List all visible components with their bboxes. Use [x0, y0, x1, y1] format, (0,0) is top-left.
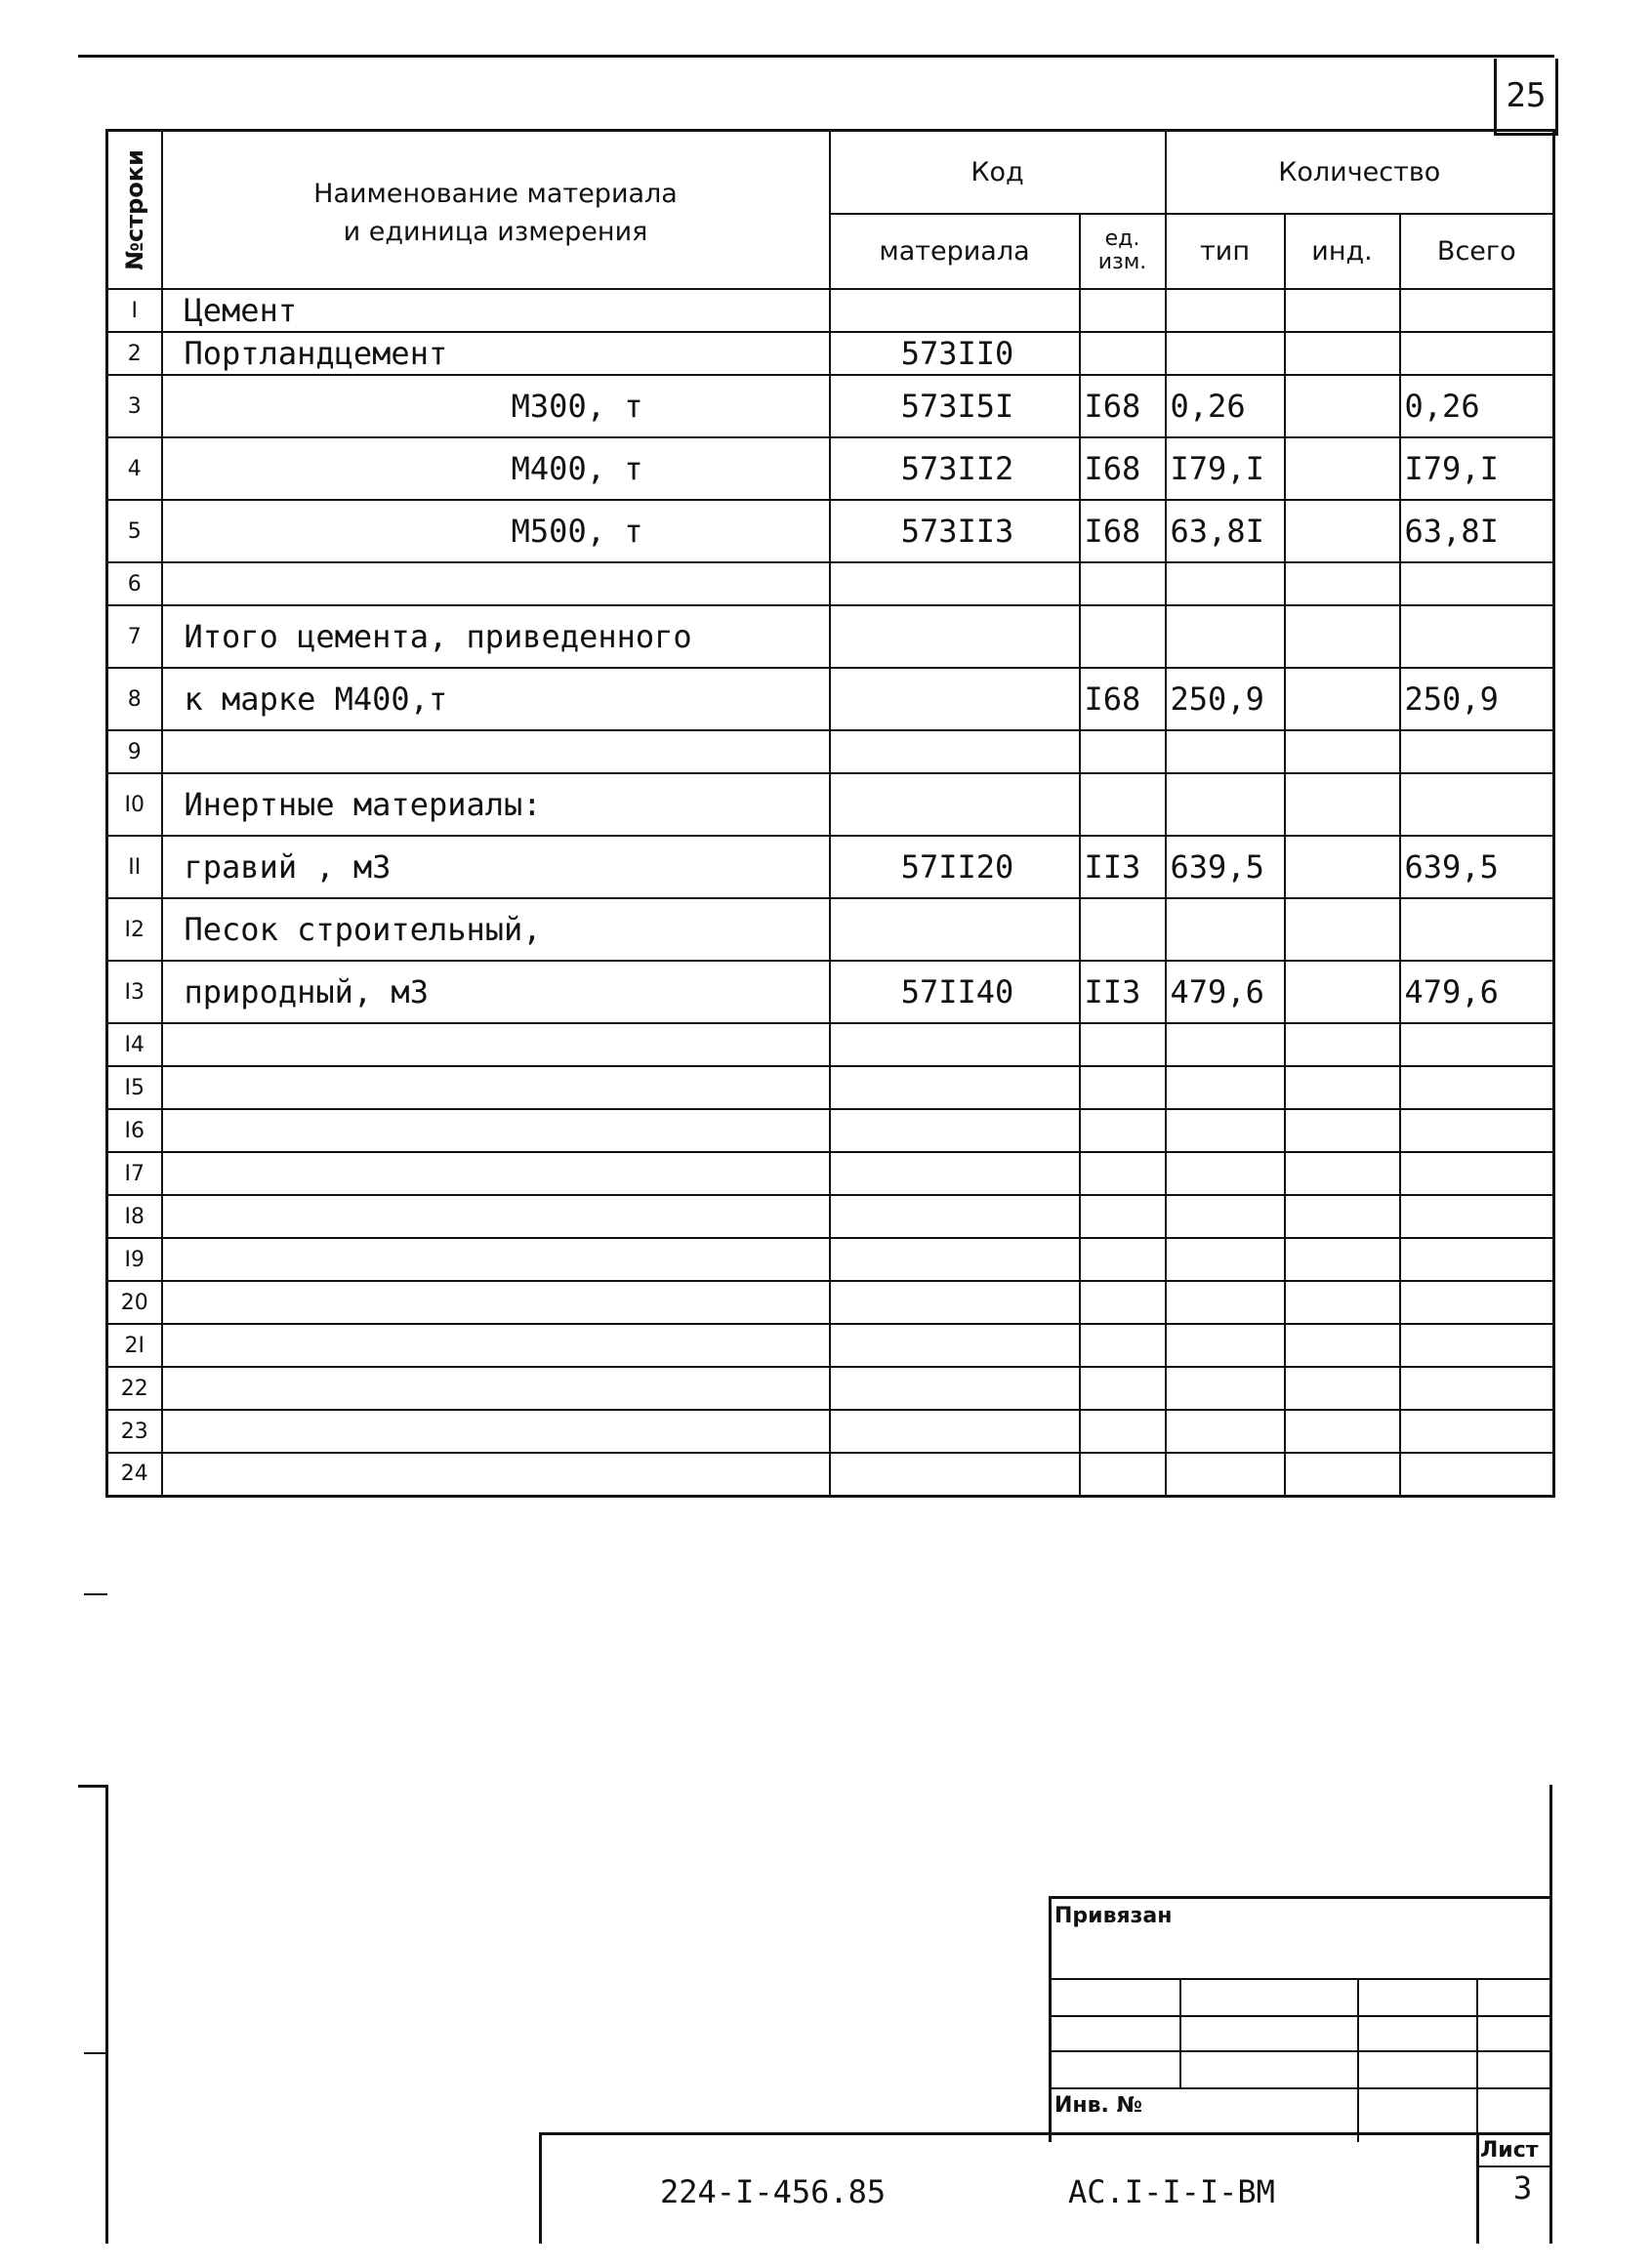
table-row — [107, 289, 1554, 332]
qty-ind-cell — [1285, 1066, 1400, 1109]
material-name-cell — [162, 1066, 830, 1109]
header-qty-total: Всего — [1400, 214, 1554, 289]
qty-type-cell — [1166, 605, 1285, 668]
unit-code-cell: II3 — [1080, 961, 1166, 1023]
unit-code-cell — [1080, 332, 1166, 375]
qty-total-cell — [1400, 1109, 1554, 1152]
qty-type-cell — [1166, 773, 1285, 836]
unit-code-cell — [1080, 1023, 1166, 1066]
qty-type-cell: 250,9 — [1166, 668, 1285, 730]
qty-ind-cell — [1285, 773, 1400, 836]
qty-type-cell: 0,26 — [1166, 375, 1285, 437]
unit-code-cell — [1080, 773, 1166, 836]
header-qty-ind: инд. — [1285, 214, 1400, 289]
inv-label: Инв. № — [1054, 2093, 1143, 2118]
table-row — [107, 1023, 1554, 1066]
unit-code-cell — [1080, 1066, 1166, 1109]
qty-total-cell — [1400, 332, 1554, 375]
qty-ind-cell — [1285, 289, 1400, 332]
table-row — [107, 437, 1554, 500]
unit-code-cell — [1080, 605, 1166, 668]
material-name-cell: М400, т — [162, 437, 830, 500]
qty-total-cell: 479,6 — [1400, 961, 1554, 1023]
qty-total-cell — [1400, 1367, 1554, 1410]
qty-total-cell — [1400, 1453, 1554, 1496]
table-row — [107, 730, 1554, 773]
qty-ind-cell — [1285, 500, 1400, 562]
unit-code-cell — [1080, 1281, 1166, 1324]
qty-type-cell: 479,6 — [1166, 961, 1285, 1023]
row-number-cell: I3 — [107, 961, 162, 1023]
material-name-cell: М300, т — [162, 375, 830, 437]
qty-total-cell — [1400, 730, 1554, 773]
material-name-cell: к марке М400,т — [162, 668, 830, 730]
sheet-number: 3 — [1513, 2169, 1533, 2206]
row-number-cell: 6 — [107, 562, 162, 605]
qty-ind-cell — [1285, 1367, 1400, 1410]
row-number-cell: I4 — [107, 1023, 162, 1066]
row-number-cell: 23 — [107, 1410, 162, 1453]
row-number-cell: I0 — [107, 773, 162, 836]
qty-ind-cell — [1285, 1152, 1400, 1195]
top-rule — [78, 55, 1554, 58]
qty-total-cell: 0,26 — [1400, 375, 1554, 437]
table-row — [107, 961, 1554, 1023]
header-code: Код — [830, 131, 1166, 214]
material-code-cell — [830, 1109, 1080, 1152]
qty-total-cell — [1400, 1238, 1554, 1281]
table-row — [107, 836, 1554, 898]
material-name-cell: Инертные материалы: — [162, 773, 830, 836]
qty-type-cell — [1166, 1195, 1285, 1238]
table-row — [107, 1410, 1554, 1453]
qty-ind-cell — [1285, 836, 1400, 898]
material-name-cell — [162, 1195, 830, 1238]
qty-total-cell — [1400, 1324, 1554, 1367]
row-number-cell: I8 — [107, 1195, 162, 1238]
unit-code-cell: I68 — [1080, 668, 1166, 730]
qty-total-cell — [1400, 289, 1554, 332]
material-name-cell — [162, 1410, 830, 1453]
row-number-cell: 2 — [107, 332, 162, 375]
table-row — [107, 375, 1554, 437]
header-row-no: №строки — [107, 131, 162, 290]
material-name-cell — [162, 730, 830, 773]
table-row — [107, 500, 1554, 562]
qty-type-cell: 639,5 — [1166, 836, 1285, 898]
material-code-cell — [830, 1281, 1080, 1324]
material-code-cell — [830, 605, 1080, 668]
material-code-cell — [830, 289, 1080, 332]
qty-type-cell — [1166, 1453, 1285, 1496]
row-number-cell: II — [107, 836, 162, 898]
material-code-cell: 573II0 — [830, 332, 1080, 375]
material-code-cell — [830, 773, 1080, 836]
material-code-cell — [830, 1410, 1080, 1453]
unit-code-cell — [1080, 1367, 1166, 1410]
qty-type-cell: I79,I — [1166, 437, 1285, 500]
row-number-cell: 24 — [107, 1453, 162, 1496]
material-code-cell — [830, 1195, 1080, 1238]
row-number-cell: 5 — [107, 500, 162, 562]
qty-type-cell — [1166, 332, 1285, 375]
material-name-cell — [162, 1238, 830, 1281]
stamp-top — [1049, 1896, 1552, 1899]
title-strip-left — [539, 2132, 542, 2244]
material-code-cell: 57II40 — [830, 961, 1080, 1023]
table-row — [107, 1238, 1554, 1281]
row-number-cell: 7 — [107, 605, 162, 668]
qty-ind-cell — [1285, 1238, 1400, 1281]
unit-code-cell — [1080, 562, 1166, 605]
header-row-top — [107, 131, 1554, 214]
qty-total-cell — [1400, 1023, 1554, 1066]
qty-type-cell — [1166, 1152, 1285, 1195]
qty-total-cell — [1400, 898, 1554, 961]
table-row — [107, 898, 1554, 961]
unit-code-cell — [1080, 1152, 1166, 1195]
qty-ind-cell — [1285, 1410, 1400, 1453]
unit-code-cell — [1080, 289, 1166, 332]
header-code-material: материала — [830, 214, 1080, 289]
material-code-cell — [830, 1367, 1080, 1410]
row-number-cell: I7 — [107, 1152, 162, 1195]
material-code-cell — [830, 1152, 1080, 1195]
row-number-cell: 20 — [107, 1281, 162, 1324]
material-name-cell — [162, 1023, 830, 1066]
material-code-cell — [830, 562, 1080, 605]
unit-code-cell: II3 — [1080, 836, 1166, 898]
qty-ind-cell — [1285, 605, 1400, 668]
margin-tick — [84, 1593, 107, 1595]
qty-type-cell: 63,8I — [1166, 500, 1285, 562]
qty-ind-cell — [1285, 961, 1400, 1023]
material-code-cell — [830, 730, 1080, 773]
qty-ind-cell — [1285, 1195, 1400, 1238]
header-name: Наименование материала и единица измерения — [162, 131, 830, 290]
material-name-cell — [162, 1453, 830, 1496]
header-code-unit: ед. изм. — [1080, 214, 1166, 289]
table-row — [107, 1195, 1554, 1238]
material-code-cell: 573II2 — [830, 437, 1080, 500]
table-row — [107, 1109, 1554, 1152]
material-name-cell — [162, 1281, 830, 1324]
materials-table — [105, 129, 1555, 1498]
qty-total-cell — [1400, 1195, 1554, 1238]
frame-left — [105, 1785, 108, 2244]
row-number-cell: 2I — [107, 1324, 162, 1367]
qty-type-cell — [1166, 289, 1285, 332]
qty-ind-cell — [1285, 898, 1400, 961]
row-number-cell: I5 — [107, 1066, 162, 1109]
qty-ind-cell — [1285, 1324, 1400, 1367]
qty-type-cell — [1166, 1023, 1285, 1066]
doc-number: 224-I-456.85 — [660, 2173, 887, 2210]
material-name-cell: гравий , м3 — [162, 836, 830, 898]
page-number: 25 — [1494, 59, 1558, 136]
table-row — [107, 668, 1554, 730]
material-name-cell: Песок строительный, — [162, 898, 830, 961]
stamp-vline — [1357, 1978, 1359, 2142]
table-bottom-rule — [78, 1785, 107, 1788]
unit-code-cell: I68 — [1080, 500, 1166, 562]
sheet-label: Лист — [1480, 2138, 1539, 2163]
qty-total-cell — [1400, 605, 1554, 668]
qty-ind-cell — [1285, 1281, 1400, 1324]
qty-type-cell — [1166, 1410, 1285, 1453]
material-name-cell — [162, 1367, 830, 1410]
material-name-cell: Цемент — [162, 289, 830, 332]
row-number-cell: I6 — [107, 1109, 162, 1152]
material-code-cell — [830, 1066, 1080, 1109]
qty-type-cell — [1166, 898, 1285, 961]
sheet-cell-left — [1476, 2132, 1479, 2244]
material-name-cell: природный, м3 — [162, 961, 830, 1023]
header-quantity: Количество — [1166, 131, 1554, 214]
frame-right — [1549, 1785, 1552, 2244]
row-number-cell: 4 — [107, 437, 162, 500]
qty-ind-cell — [1285, 1453, 1400, 1496]
material-code-cell — [830, 1453, 1080, 1496]
unit-code-cell — [1080, 1238, 1166, 1281]
qty-type-cell — [1166, 1281, 1285, 1324]
material-name-cell: Итого цемента, приведенного — [162, 605, 830, 668]
qty-ind-cell — [1285, 730, 1400, 773]
qty-type-cell — [1166, 1066, 1285, 1109]
material-code-cell — [830, 1023, 1080, 1066]
stamp-vline — [1179, 1978, 1181, 2089]
material-code-cell: 573I5I — [830, 375, 1080, 437]
material-code-cell — [830, 1238, 1080, 1281]
table-row — [107, 1152, 1554, 1195]
row-number-cell: I — [107, 289, 162, 332]
qty-ind-cell — [1285, 1109, 1400, 1152]
table-row — [107, 1066, 1554, 1109]
qty-type-cell — [1166, 730, 1285, 773]
qty-ind-cell — [1285, 437, 1400, 500]
material-code-cell — [830, 1324, 1080, 1367]
qty-type-cell — [1166, 1238, 1285, 1281]
table-row — [107, 1453, 1554, 1496]
qty-ind-cell — [1285, 375, 1400, 437]
unit-code-cell: I68 — [1080, 375, 1166, 437]
material-code-cell — [830, 898, 1080, 961]
material-name-cell — [162, 1152, 830, 1195]
doc-code: АС.I-I-I-ВМ — [1068, 2173, 1275, 2210]
qty-type-cell — [1166, 1324, 1285, 1367]
qty-total-cell: 63,8I — [1400, 500, 1554, 562]
unit-code-cell — [1080, 1195, 1166, 1238]
unit-code-cell — [1080, 1324, 1166, 1367]
unit-code-cell — [1080, 1109, 1166, 1152]
row-number-cell: I9 — [107, 1238, 162, 1281]
material-name-cell — [162, 562, 830, 605]
unit-code-cell — [1080, 730, 1166, 773]
unit-code-cell: I68 — [1080, 437, 1166, 500]
qty-total-cell — [1400, 1281, 1554, 1324]
qty-type-cell — [1166, 1109, 1285, 1152]
row-number-cell: 8 — [107, 668, 162, 730]
qty-type-cell — [1166, 1367, 1285, 1410]
row-number-cell: 22 — [107, 1367, 162, 1410]
qty-ind-cell — [1285, 668, 1400, 730]
material-code-cell — [830, 668, 1080, 730]
qty-total-cell: I79,I — [1400, 437, 1554, 500]
qty-total-cell — [1400, 1066, 1554, 1109]
stamp-left — [1049, 1896, 1052, 2142]
table-row — [107, 332, 1554, 375]
material-name-cell: Портландцемент — [162, 332, 830, 375]
qty-type-cell — [1166, 562, 1285, 605]
title-strip-top — [539, 2132, 1552, 2135]
bound-label: Привязан — [1054, 1904, 1173, 1928]
unit-code-cell — [1080, 1453, 1166, 1496]
table-row — [107, 1324, 1554, 1367]
qty-ind-cell — [1285, 1023, 1400, 1066]
row-number-cell: 3 — [107, 375, 162, 437]
qty-total-cell — [1400, 1410, 1554, 1453]
row-number-cell: 9 — [107, 730, 162, 773]
unit-code-cell — [1080, 1410, 1166, 1453]
table-row — [107, 562, 1554, 605]
table-row — [107, 605, 1554, 668]
table-row — [107, 773, 1554, 836]
row-number-cell: I2 — [107, 898, 162, 961]
material-name-cell — [162, 1324, 830, 1367]
qty-total-cell — [1400, 562, 1554, 605]
sheet-cell-divider — [1476, 2165, 1552, 2167]
material-name-cell — [162, 1109, 830, 1152]
material-code-cell: 57II20 — [830, 836, 1080, 898]
qty-ind-cell — [1285, 332, 1400, 375]
unit-code-cell — [1080, 898, 1166, 961]
qty-total-cell: 250,9 — [1400, 668, 1554, 730]
table-row — [107, 1367, 1554, 1410]
material-name-cell: М500, т — [162, 500, 830, 562]
stamp-vline — [1476, 1978, 1478, 2142]
header-qty-type: тип — [1166, 214, 1285, 289]
qty-total-cell — [1400, 1152, 1554, 1195]
qty-total-cell: 639,5 — [1400, 836, 1554, 898]
table-row — [107, 1281, 1554, 1324]
material-code-cell: 573II3 — [830, 500, 1080, 562]
qty-total-cell — [1400, 773, 1554, 836]
margin-tick — [84, 2052, 107, 2054]
qty-ind-cell — [1285, 562, 1400, 605]
